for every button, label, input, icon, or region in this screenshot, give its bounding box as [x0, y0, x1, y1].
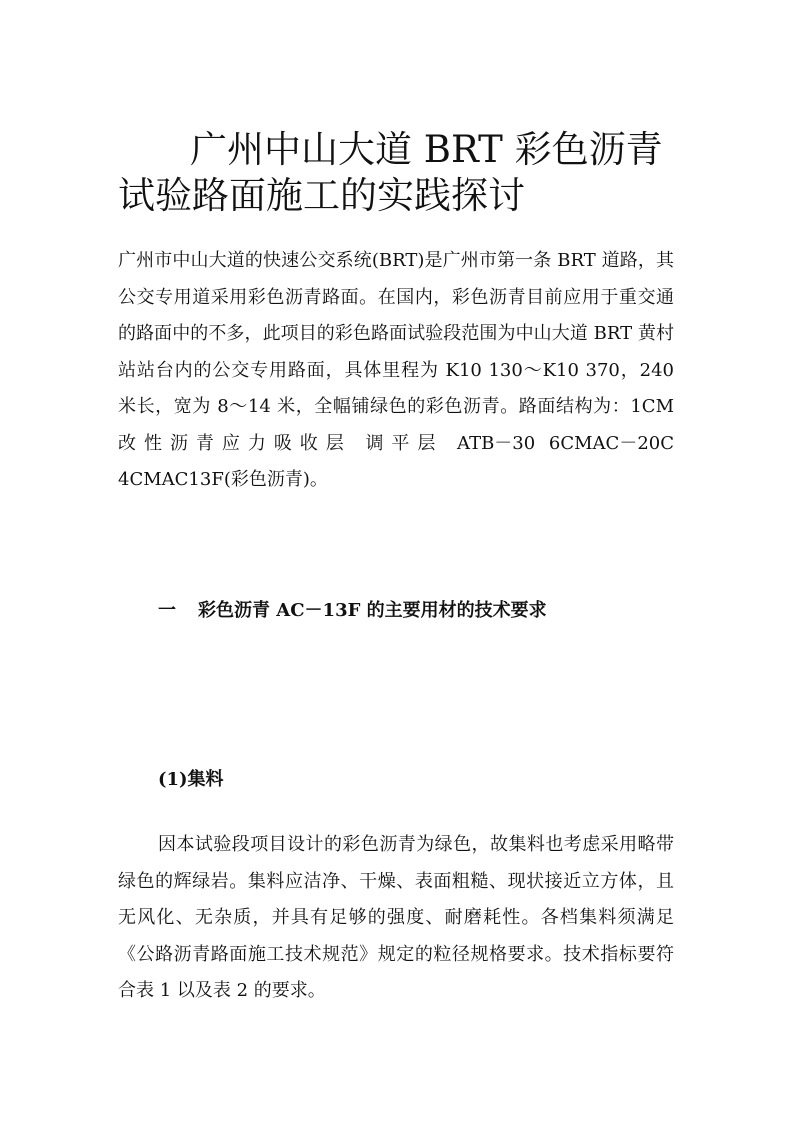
- section-title: 彩色沥青 AC－13F 的主要用材的技术要求: [198, 600, 547, 621]
- aggregate-paragraph: 因本试验段项目设计的彩色沥青为绿色，故集料也考虑采用略带绿色的辉绿岩。集料应洁净、干燥、表面粗糙、现状接近立方体，且无风化、无杂质，并具有足够的强度、耐磨耗性。各档集料须满足《公路沥青路面施工技术规范》规定的粒径规格要求。技术指标要符合表 1 以及表 2 的要求。: [118, 834, 674, 1001]
- section-number: 一: [158, 600, 176, 621]
- intro-paragraph: 广州市中山大道的快速公交系统(BRT)是广州市第一条 BRT 道路，其公交专用道采用彩色沥青路面。在国内，彩色沥青目前应用于重交通的路面中的不多，此项目的彩色路面试验段范围为中山大道 BRT 黄村站站台内的公交专用路面，具体里程为 K10 130～K10 370，240 米长，宽为 8～14 米，全幅铺绿色的彩色沥青。路面结构为：1CM 改性沥青应力吸收层 调平层 ATB－30 6CMAC－20C 4CMAC13F(彩色沥青)。: [118, 250, 674, 490]
- subsection-heading: (1)集料: [158, 769, 224, 790]
- document-title: 广州中山大道 BRT 彩色沥青试验路面施工的实践探讨: [118, 128, 663, 217]
- section-heading: [158, 596, 547, 626]
